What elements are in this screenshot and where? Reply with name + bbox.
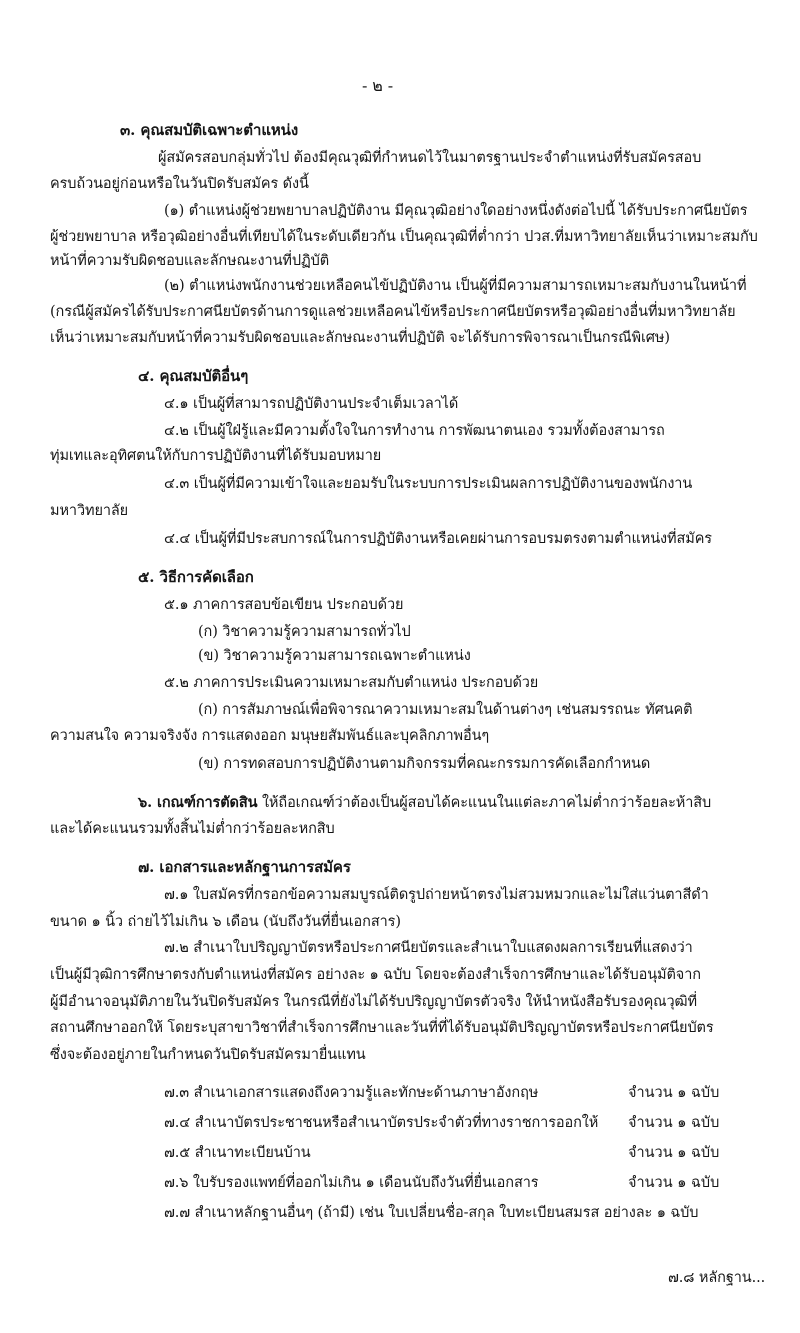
section-7-item-2-line-2: เป็นผู้มีวุฒิการศึกษาตรงกับตำแหน่งที่สมัคร อย่างละ ๑ ฉบับ โดยจะต้องสำเร็จการศึกษาและได้รับอนุมัติจาก — [50, 967, 701, 983]
section-4-heading: ๔. คุณสมบัติอื่นๆ — [138, 367, 249, 385]
section-3-item-1-line-2: ผู้ช่วยพยาบาล หรือวุฒิอย่างอื่นที่เทียบได้ในระดับเดียวกัน เป็นคุณวุฒิที่ต่ำกว่า ปวส.ที่มหาวิทยาลัยเห็นว่าเหมาะสมกับ — [50, 229, 758, 245]
section-5-item-2-sub-b: (ข) การทดสอบการปฏิบัติงานตามกิจกรรมที่คณะกรรมการคัดเลือกกำหนด — [198, 756, 651, 772]
section-4-item-4: ๔.๔ เป็นผู้ที่มีประสบการณ์ในการปฏิบัติงานหรือเคยผ่านการอบรมตรงตามตำแหน่งที่สมัคร — [164, 531, 712, 547]
section-3-item-2-line-3: เห็นว่าเหมาะสมกับหน้าที่ความรับผิดชอบและลักษณะงานที่ปฏิบัติ จะได้รับการพิจารณาเป็นกรณีพิเศษ) — [50, 330, 670, 346]
section-7-item-2-line-5: ซึ่งจะต้องอยู่ภายในกำหนดวันปิดรับสมัครมายื่นแทน — [50, 1047, 366, 1063]
section-7-item-1-line-2: ขนาด ๑ นิ้ว ถ่ายไว้ไม่เกิน ๖ เดือน (นับถึงวันที่ยื่นเอกสาร) — [50, 914, 401, 930]
section-7-item-4: ๗.๔ สำเนาบัตรประชาชนหรือสำเนาบัตรประจำตัวที่ทางราชการออกให้ — [164, 1115, 599, 1131]
section-6-line-2: และได้คะแนนรวมทั้งสิ้นไม่ต่ำกว่าร้อยละหกสิบ — [50, 821, 335, 837]
section-7-item-3: ๗.๓ สำเนาเอกสารแสดงถึงความรู้และทักษะด้านภาษาอังกฤษ — [164, 1085, 539, 1101]
section-3-heading: ๓. คุณสมบัติเฉพาะตำแหน่ง — [120, 121, 299, 139]
section-7-item-4-quantity: จำนวน ๑ ฉบับ — [628, 1115, 720, 1131]
section-7-item-5: ๗.๕ สำเนาทะเบียนบ้าน — [164, 1145, 311, 1161]
section-5-item-2: ๕.๒ ภาคการประเมินความเหมาะสมกับตำแหน่ง ประกอบด้วย — [164, 675, 539, 691]
section-3-item-1-line-1: (๑) ตำแหน่งผู้ช่วยพยาบาลปฏิบัติงาน มีคุณวุฒิอย่างใดอย่างหนึ่งดังต่อไปนี้ ได้รับประกาศนียบัตร — [164, 203, 748, 219]
section-7-item-7: ๗.๗ สำเนาหลักฐานอื่นๆ (ถ้ามี) เช่น ใบเปลี่ยนชื่อ-สกุล ใบทะเบียนสมรส อย่างละ ๑ ฉบับ — [164, 1205, 699, 1221]
section-4-item-3-line-1: ๔.๓ เป็นผู้ที่มีความเข้าใจและยอมรับในระบบการประเมินผลการปฏิบัติงานของพนักงาน — [164, 476, 693, 492]
section-5-item-1-sub-b: (ข) วิชาความรู้ความสามารถเฉพาะตำแหน่ง — [198, 648, 471, 664]
continuation-marker: ๗.๘ หลักฐาน... — [668, 1270, 766, 1286]
section-5-heading: ๕. วิธีการคัดเลือก — [138, 568, 254, 586]
section-5-item-1: ๕.๑ ภาคการสอบข้อเขียน ประกอบด้วย — [164, 597, 404, 613]
section-3-item-1-line-3: หน้าที่ความรับผิดชอบและลักษณะงานที่ปฏิบัติ — [50, 253, 330, 269]
section-4-item-3-line-2: มหาวิทยาลัย — [50, 503, 129, 519]
section-7-item-1-line-1: ๗.๑ ใบสมัครที่กรอกข้อความสมบูรณ์ติดรูปถ่ายหน้าตรงไม่สวมหมวกและไม่ใส่แว่นตาสีดำ — [164, 887, 709, 903]
section-5-item-2-sub-a-line-1: (ก) การสัมภาษณ์เพื่อพิจารณาความเหมาะสมในด้านต่างๆ เช่นสมรรถนะ ทัศนคติ — [198, 702, 693, 718]
section-5-item-2-sub-a-line-2: ความสนใจ ความจริงจัง การแสดงออก มนุษยสัมพันธ์และบุคลิกภาพอื่นๆ — [50, 728, 490, 744]
section-5-item-1-sub-a: (ก) วิชาความรู้ความสามารถทั่วไป — [198, 624, 411, 640]
section-4-item-2-line-2: ทุ่มเทและอุทิศตนให้กับการปฏิบัติงานที่ได้รับมอบหมาย — [50, 448, 382, 464]
section-7-item-5-quantity: จำนวน ๑ ฉบับ — [628, 1145, 720, 1161]
section-7-item-2-line-3: ผู้มีอำนาจอนุมัติภายในวันปิดรับสมัคร ในกรณีที่ยังไม่ได้รับปริญญาบัตรตัวจริง ให้นำหนังสือรับรองคุณวุฒิที่ — [50, 994, 698, 1010]
page-number: - ๒ - — [362, 76, 394, 95]
section-6-text-1: ให้ถือเกณฑ์ว่าต้องเป็นผู้สอบได้คะแนนในแต่ละภาคไม่ต่ำกว่าร้อยละห้าสิบ — [261, 795, 712, 811]
section-3-item-2-line-1: (๒) ตำแหน่งพนักงานช่วยเหลือคนไข้ปฏิบัติงาน เป็นผู้ที่มีความสามารถเหมาะสมกับงานในหน้าที่ — [164, 278, 747, 294]
section-6-heading: ๖. เกณฑ์การตัดสิน — [138, 794, 258, 811]
section-3-item-2-line-2: (กรณีผู้สมัครได้รับประกาศนียบัตรด้านการดูแลช่วยเหลือคนไข้หรือประกาศนียบัตรหรือวุฒิอย่างอื่นที่มหาวิทยาลัย — [50, 304, 736, 320]
section-7-item-6-quantity: จำนวน ๑ ฉบับ — [628, 1175, 720, 1191]
section-3-intro-line-1: ผู้สมัครสอบกลุ่มทั่วไป ต้องมีคุณวุฒิที่กำหนดไว้ในมาตรฐานประจำตำแหน่งที่รับสมัครสอบ — [158, 150, 702, 166]
section-4-item-1: ๔.๑ เป็นผู้ที่สามารถปฏิบัติงานประจำเต็มเวลาได้ — [164, 396, 459, 412]
section-7-heading: ๗. เอกสารและหลักฐานการสมัคร — [138, 858, 351, 876]
section-6-line-1 — [138, 793, 711, 813]
section-7-item-2-line-4: สถานศึกษาออกให้ โดยระบุสาขาวิชาที่สำเร็จการศึกษาและวันที่ที่ได้รับอนุมัติปริญญาบัตรหรือประกาศนียบัตร — [50, 1020, 714, 1036]
section-7-item-2-line-1: ๗.๒ สำเนาใบปริญญาบัตรหรือประกาศนียบัตรและสำเนาใบแสดงผลการเรียนที่แสดงว่า — [164, 940, 693, 956]
section-4-item-2-line-1: ๔.๒ เป็นผู้ใฝ่รู้และมีความตั้งใจในการทำงาน การพัฒนาตนเอง รวมทั้งต้องสามารถ — [164, 423, 665, 439]
section-7-item-3-quantity: จำนวน ๑ ฉบับ — [628, 1085, 720, 1101]
section-3-intro-line-2: ครบถ้วนอยู่ก่อนหรือในวันปิดรับสมัคร ดังนี้ — [50, 176, 309, 192]
section-7-item-6: ๗.๖ ใบรับรองแพทย์ที่ออกไม่เกิน ๑ เดือนนับถึงวันที่ยื่นเอกสาร — [164, 1175, 539, 1191]
